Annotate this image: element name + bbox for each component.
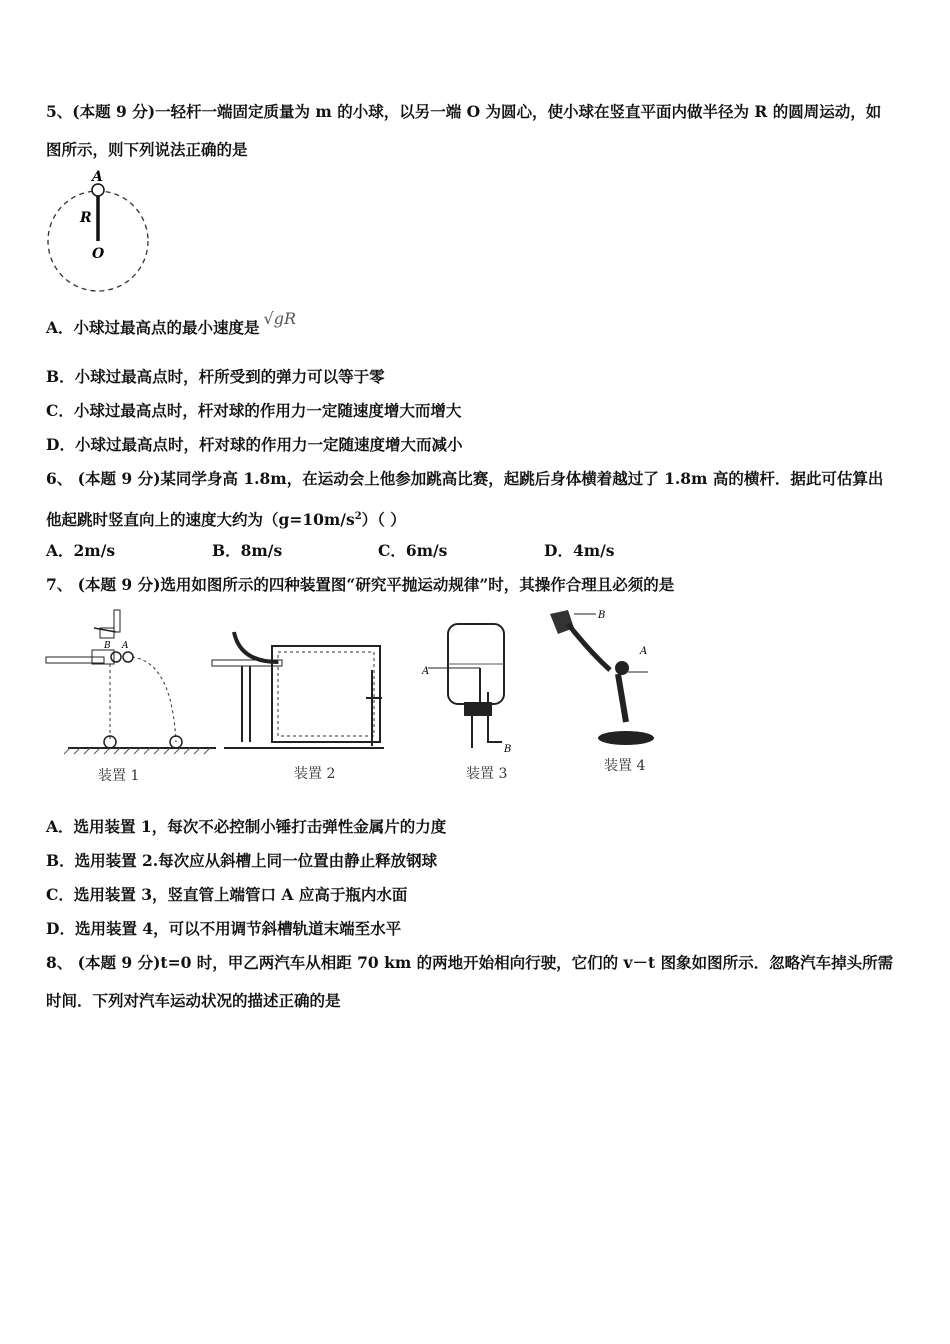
q5-stem-line1: 5、(本题 9 分)一轻杆一端固定质量为 m 的小球，以另一端 O 为圆心，使小球在竖直平面内做半径为 R 的圆周运动，如: [46, 102, 882, 121]
q8-stem-line1: 8、 (本题 9 分)t=0 时，甲乙两汽车从相距 70 km 的两地开始相向行驶，它们的 v－t 图象如图所示．忽略汽车掉头所需: [46, 953, 894, 972]
device-1-caption: 装置 1: [98, 768, 140, 784]
q5-circle-figure: [40, 165, 160, 297]
q5-option-A: [46, 309, 297, 339]
device-4-caption: 装置 4: [604, 758, 646, 774]
device-2: [212, 632, 384, 782]
q6-stem-line1: 6、 (本题 9 分)某同学身高 1.8m，在运动会上他参加跳高比赛，起跳后身体横着越过了 1.8m 高的横杆．据此可估算出: [46, 469, 884, 488]
ball: [92, 184, 104, 196]
label-R: R: [80, 210, 92, 226]
q6-option-A: A．2m/s: [46, 541, 116, 560]
device-3-label-A: A: [422, 666, 430, 677]
device-4-label-B: B: [598, 610, 606, 621]
q7-stem: 7、 (本题 9 分)选用如图所示的四种装置图“研究平抛运动规律”时，其操作合理且必须的是: [46, 575, 675, 594]
label-O: O: [92, 246, 105, 262]
q5-option-A-formula: √gR: [263, 309, 297, 328]
q7-option-A: A．选用装置 1，每次不必控制小锤打击弹性金属片的力度: [46, 817, 447, 836]
q6-option-B: B．8m/s: [212, 541, 283, 560]
q6-option-D: D．4m/s: [544, 541, 615, 560]
label-A: A: [92, 169, 103, 185]
q6-stem-pre: 他起跳时竖直向上的速度大约为（g=10m/s: [46, 510, 355, 530]
q7-option-C: C．选用装置 3，竖直管上端管口 A 应高于瓶内水面: [46, 885, 408, 904]
device-4: [550, 610, 654, 774]
device-1: [46, 610, 216, 784]
q8-stem-line2: 时间．下列对汽车运动状况的描述正确的是: [46, 991, 341, 1010]
q6-stem-post: ）（ ）: [361, 510, 406, 530]
q5-option-C: C．小球过最高点时，杆对球的作用力一定随速度增大而增大: [46, 401, 462, 420]
q5-option-A-text: A．小球过最高点的最小速度是: [46, 318, 260, 337]
q6-option-C: C．6m/s: [378, 541, 448, 560]
q5-stem-line2: 图所示，则下列说法正确的是: [46, 140, 248, 159]
q7-option-D: D．选用装置 4，可以不用调节斜槽轨道末端至水平: [46, 919, 402, 938]
q5-option-D: D．小球过最高点时，杆对球的作用力一定随速度增大而减小: [46, 435, 463, 454]
device-4-label-A: A: [640, 646, 648, 657]
device-1-label-A: A: [122, 641, 129, 651]
q6-stem-sup: 2: [354, 511, 362, 522]
q7-devices-figure: [44, 602, 674, 792]
device-2-caption: 装置 2: [294, 766, 336, 782]
q6-stem-line2: [46, 506, 406, 531]
q7-option-B: B．选用装置 2.每次应从斜槽上同一位置由静止释放钢球: [46, 851, 438, 870]
q5-option-B: B．小球过最高点时，杆所受到的弹力可以等于零: [46, 367, 385, 386]
device-3-caption: 装置 3: [466, 766, 508, 782]
device-3: [421, 624, 511, 782]
device-1-label-B: B: [104, 641, 111, 651]
q6-options: [46, 540, 615, 562]
device-3-label-B: B: [504, 744, 512, 755]
